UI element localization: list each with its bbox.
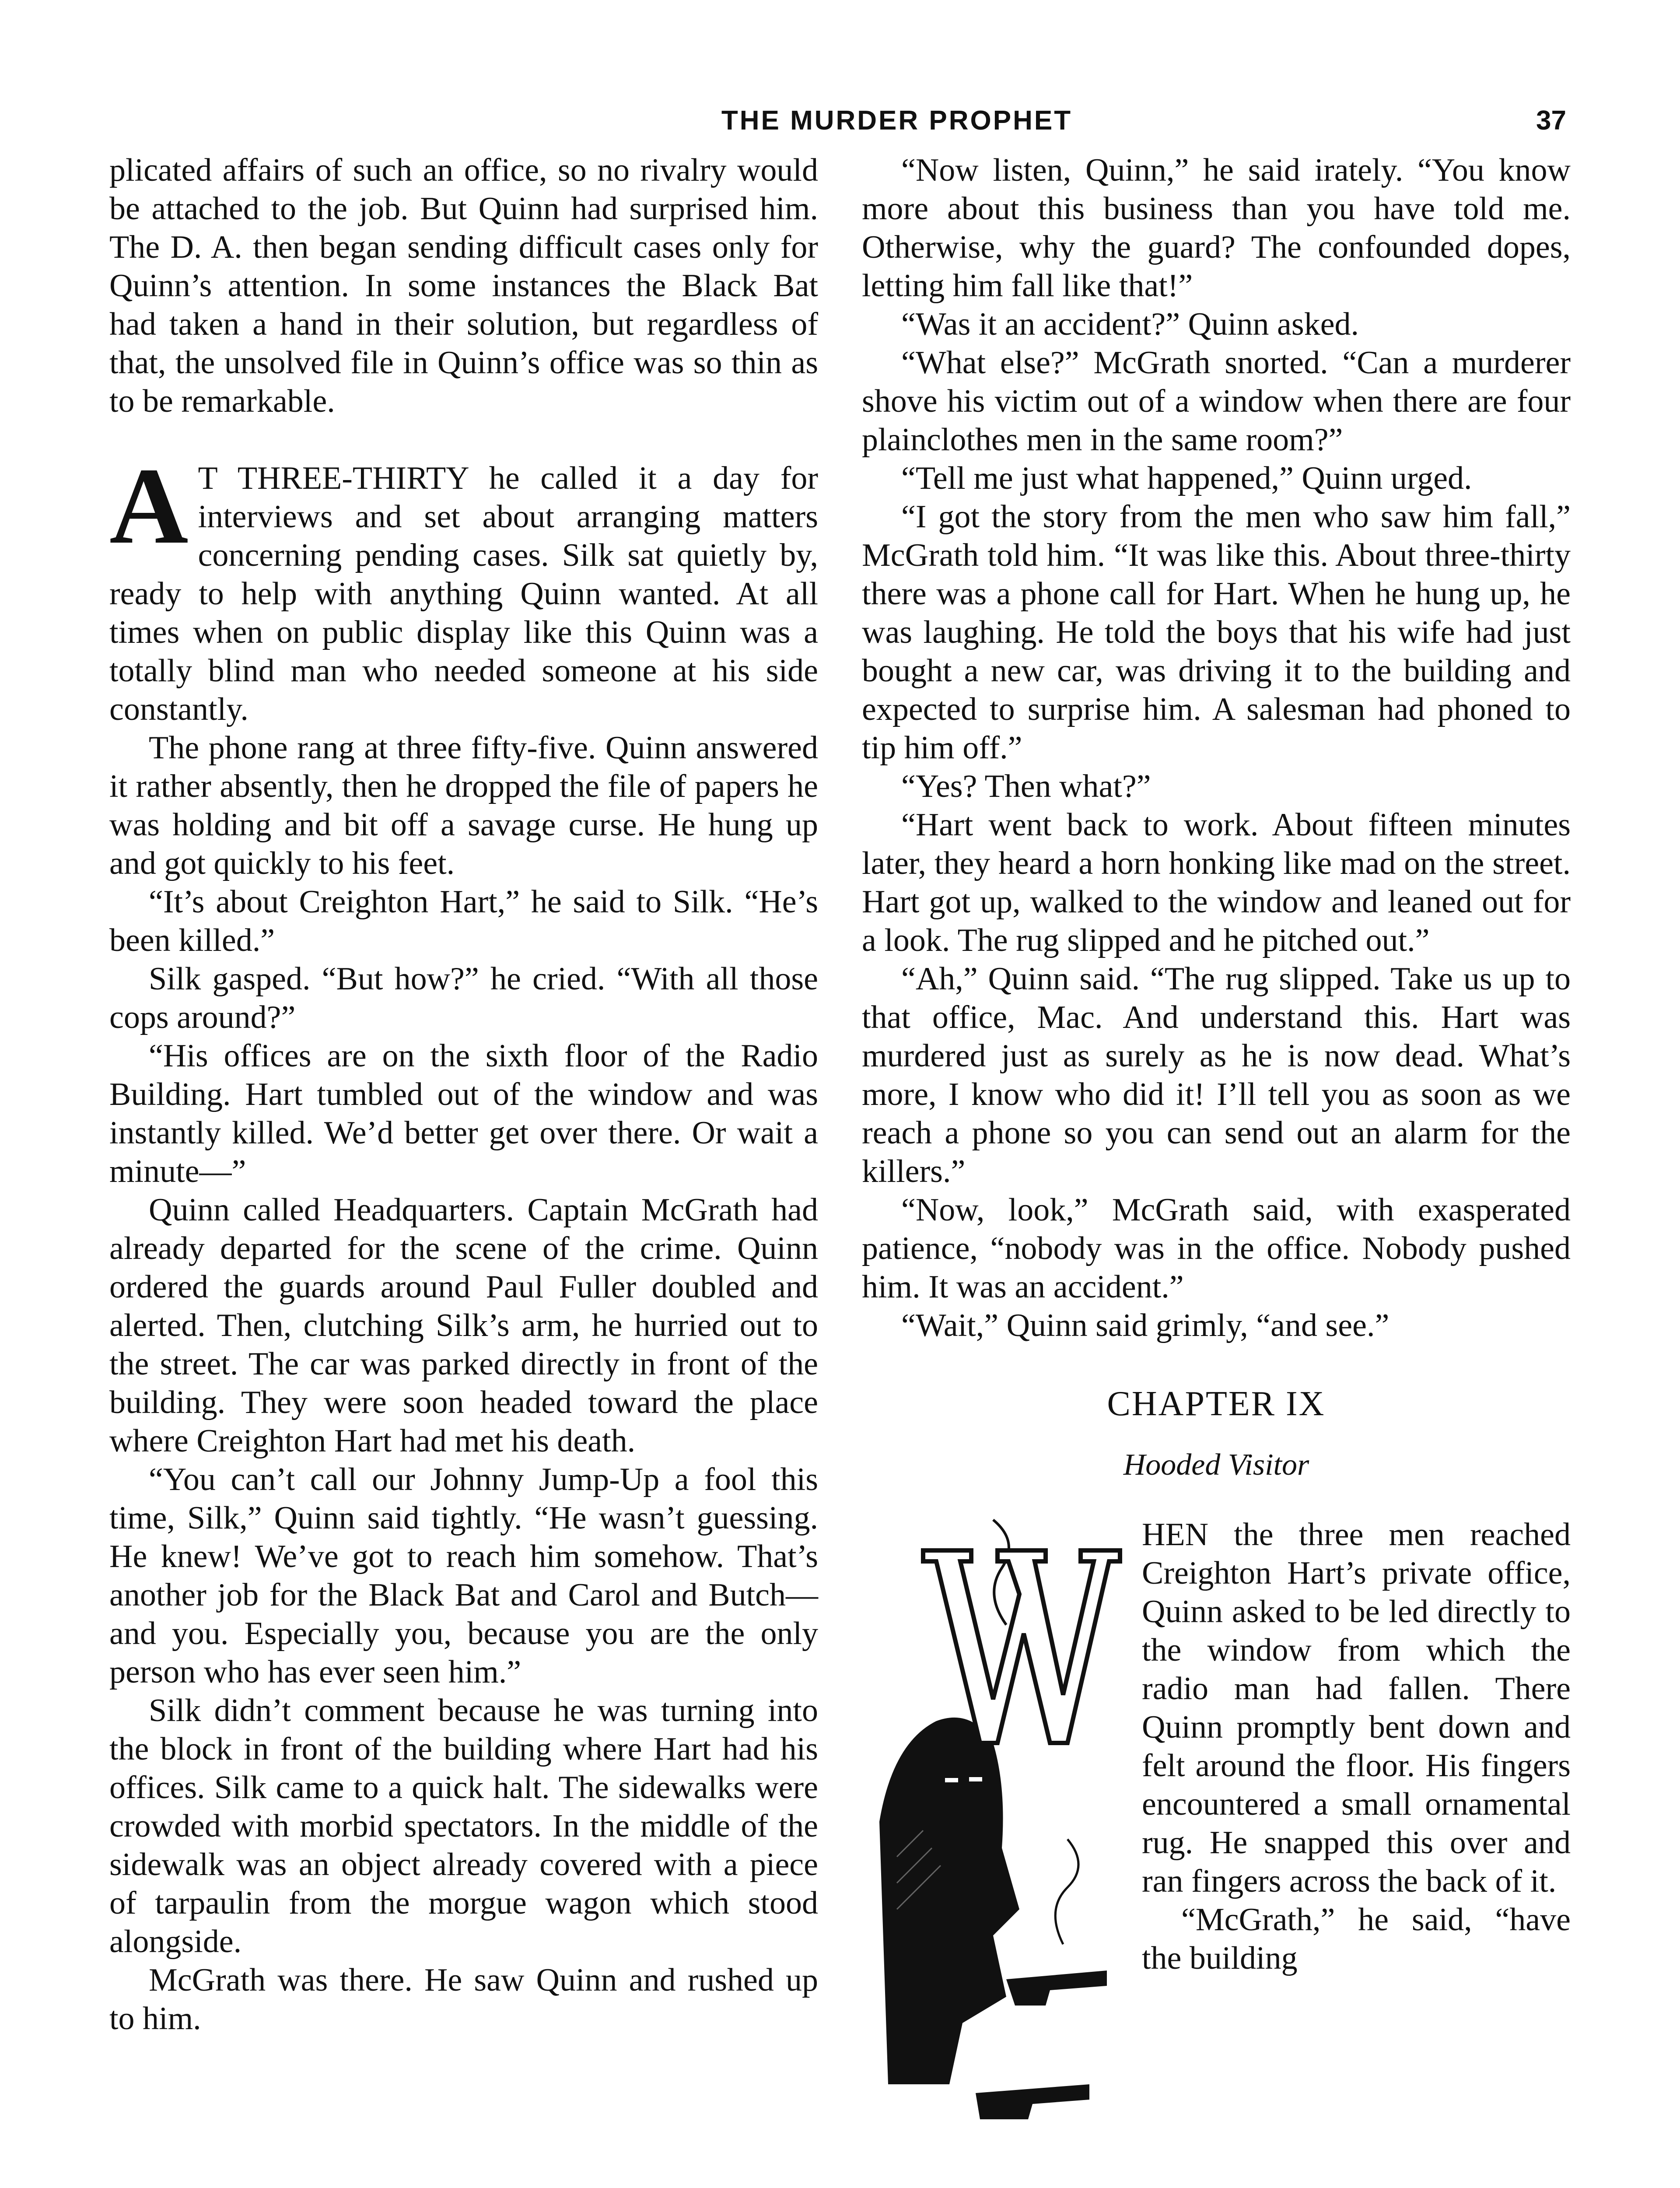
paragraph-text: T THREE-THIRTY he called it a day for interviews and set about arranging matters concerning pending cases. Silk sat quietly by, ready to help with anything Quinn wanted. At all times when on public display like this Quinn was a totally blind man who needed someone at his side constantly. — [109, 460, 818, 727]
chapter-subtitle: Hooded Visitor — [1123, 1448, 1309, 1482]
left-column — [109, 151, 818, 2188]
paragraph: “Yes? Then what?” — [901, 768, 1151, 804]
paragraph: “Hart went back to work. About fifteen minutes later, they heard a horn honking like mad on the street. Hart got up, walked to the window and leaned out for a look. The rug slipped and he pitched out.” — [862, 807, 1571, 958]
page-number: 37 — [1536, 105, 1566, 136]
running-title: THE MURDER PROPHET — [721, 105, 1073, 136]
page-header — [109, 105, 1566, 149]
paragraph: Quinn called Headquarters. Captain McGrath had already departed for the scene of the crime. Quinn ordered the guards around Paul Fuller doubled and alerted. Then, clutching Silk’s arm, he hurried out to the street. The car was parked directly in front of the building. They were soon headed toward the place where Creighton Hart had met his death. — [109, 1192, 818, 1459]
paragraph: “His offices are on the sixth floor of the Radio Building. Hart tumbled out of the window and was instantly killed. We’d better get over there. Or wait a minute—” — [109, 1038, 818, 1189]
paragraph: “It’s about Creighton Hart,” he said to Silk. “He’s been killed.” — [109, 884, 818, 958]
paragraph: The phone rang at three fifty-five. Quinn answered it rather absently, then he dropped the file of papers he was holding and bit off a savage curse. He hung up and got quickly to his feet. — [109, 730, 818, 881]
paragraph: “What else?” McGrath snorted. “Can a murderer shove his victim out of a window when there are four plainclothes men in the same room?” — [862, 345, 1571, 458]
paragraph: “Wait,” Quinn said grimly, “and see.” — [901, 1308, 1390, 1343]
paragraph: “Ah,” Quinn said. “The rug slipped. Take us up to that office, Mac. And understand this. Hart was murdered just as surely as he is now dead. What’s more, I know who did it! I’ll tell you as soon as we reach a phone so you can send out an alarm for the killers.” — [862, 961, 1571, 1189]
hooded-gunman-illustration — [862, 1515, 1124, 2181]
illustrated-initial-w — [862, 1515, 1124, 2181]
paragraph: “You can’t call our Johnny Jump-Up a fool this time, Silk,” Quinn said tightly. “He wasn’t guessing. He knew! We’ve got to reach him somehow. That’s another job for the Black Bat and Carol and Butch—and you. Especially you, because you are the only person who has ever seen him.” — [109, 1462, 818, 1690]
paragraph: “Now listen, Quinn,” he said irately. “You know more about this business than you have told me. Otherwise, why the guard? The confounded dopes, letting him fall like that!” — [862, 152, 1571, 304]
initial-letter-w-shape — [923, 1550, 1120, 1743]
right-column — [862, 151, 1571, 2188]
chapter-title: CHAPTER IX — [1107, 1385, 1326, 1423]
paragraph: “McGrath,” he said, “have the building — [1142, 1902, 1571, 1976]
paragraph-drop-cap — [109, 445, 818, 729]
paragraph: “Now, look,” McGrath said, with exasperated patience, “nobody was in the office. Nobody pushed him. It was an accident.” — [862, 1192, 1571, 1305]
paragraph: “Tell me just what happened,” Quinn urged. — [901, 460, 1472, 496]
paragraph: “I got the story from the men who saw him fall,” McGrath told him. “It was like this. About three-thirty there was a phone call for Hart. When he hung up, he was laughing. He told the boys that his wife had just bought a new car, was driving it to the building and expected to surprise him. A salesman had phoned to tip him off.” — [862, 499, 1571, 766]
paragraph-after-initial: HEN the three men reached Creighton Hart’s private office, Quinn asked to be led directly to the window from which the radio man had fallen. There Quinn promptly bent down and felt around the floor. His fingers encountered a small ornamental rug. He snapped this over and ran fingers across the back of it. — [1142, 1517, 1571, 1899]
drop-cap-letter: A — [109, 445, 189, 567]
paragraph: plicated affairs of such an office, so no rivalry would be attached to the job. But Quinn had surprised him. The D. A. then began sending difficult cases only for Quinn’s attention. In some instances the Black Bat had taken a hand in their solution, but regardless of that, the unsolved file in Quinn’s office was so thin as to be remarkable. — [109, 152, 818, 419]
paragraph: McGrath was there. He saw Quinn and rushed up to him. — [109, 1962, 818, 2037]
paragraph: “Was it an accident?” Quinn asked. — [901, 306, 1359, 342]
paragraph: Silk didn’t comment because he was turning into the block in front of the building where Hart had his offices. Silk came to a quick halt. The sidewalks were crowded with morbid spectators. In the middle of the sidewalk was an object already covered with a piece of tarpaulin from the morgue wagon which stood alongside. — [109, 1693, 818, 1960]
paragraph: Silk gasped. “But how?” he cried. “With all those cops around?” — [109, 961, 818, 1035]
